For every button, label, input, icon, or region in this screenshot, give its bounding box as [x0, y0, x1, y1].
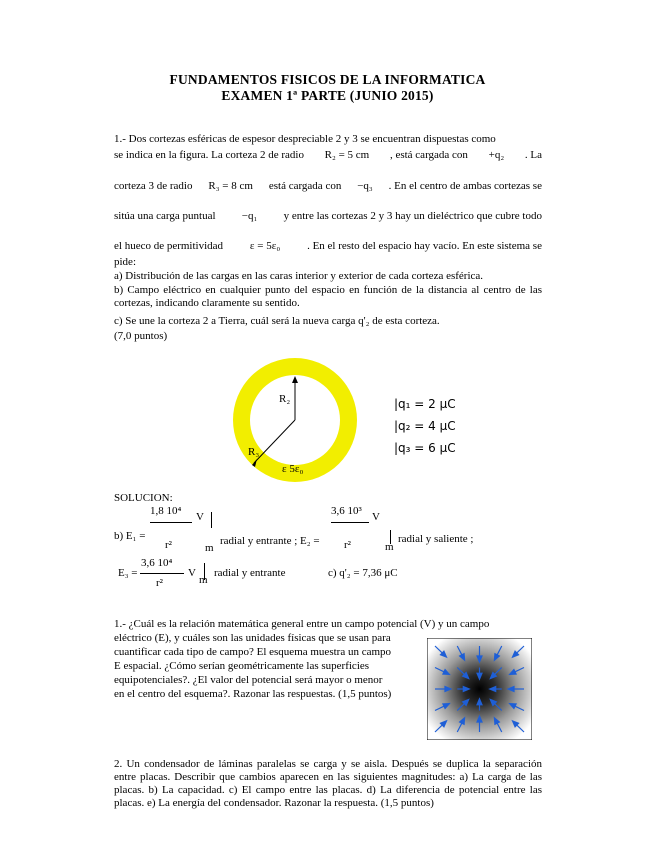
- label-r2: R₂: [279, 393, 291, 405]
- problem1-permittivity: ε = 5ε₀: [249, 240, 281, 252]
- problem2-line3: cuantificar cada tipo de campo? El esquema muestra un campo: [114, 646, 392, 658]
- problem1-item-c-text2: de esta corteza.: [372, 315, 440, 327]
- problem1-line1: 1.- Dos cortezas esféricas de espesor despreciable 2 y 3 se encuentran dispuestas como: [114, 133, 496, 145]
- problem1-line2-text2: , está cargada con: [389, 149, 468, 161]
- problem1-line5: [114, 240, 542, 252]
- e1-denominator: r²: [165, 539, 172, 551]
- problem1-item-b: b) Campo eléctrico en cualquier punto del espacio en función de la distancia al centro de las cortezas, indicando claramente su sentido.: [114, 284, 542, 309]
- problem1-item-c-q: q'₂: [358, 315, 370, 327]
- problem1-q2: +q₂: [488, 149, 505, 161]
- problem1-line4: [114, 210, 542, 222]
- e1-label: b) E₁ =: [114, 530, 146, 542]
- e3-label: E₃ =: [118, 567, 138, 579]
- e1-numerator: 1,8 10⁴: [150, 505, 182, 517]
- exam-title-line1: FUNDAMENTOS FISICOS DE LA INFORMATICA: [169, 72, 486, 87]
- e2-numerator: 3,6 10³: [331, 505, 362, 517]
- problem1-line6: pide:: [114, 256, 136, 268]
- e1-description: radial y entrante ; E₂ =: [220, 535, 320, 547]
- e3-numerator: 3,6 10⁴: [141, 557, 173, 569]
- e1-unit-m: m: [205, 542, 214, 554]
- problem3-text: 2. Un condensador de láminas paralelas se carga y se aisla. Después se duplica la separación entre placas. Describir que cambios aparecen en las siguientes magnitudes: a) La carga de las placas. b) La capacidad. c) El campo entre las placas. d) La diferencia de potencial entre las placas. e) La energía del condensador. Razonar la respuesta. (1,5 puntos): [114, 758, 542, 809]
- problem1-line2: [114, 149, 542, 161]
- e3-description: radial y entrante: [214, 567, 286, 579]
- problem1-line3-text3: . En el centro de ambas cortezas se: [388, 180, 542, 192]
- problem1-item-c: [114, 315, 440, 327]
- e3-denominator: r²: [156, 577, 163, 589]
- e3-fraction-bar: [140, 573, 184, 574]
- problem1-line5-text2: . En el resto del espacio hay vacío. En este sistema se: [307, 240, 542, 252]
- e2-description: radial y saliente ;: [398, 533, 474, 545]
- problem1-line5-text: el hueco de permitividad: [114, 240, 224, 252]
- problem1-line3: [114, 180, 542, 192]
- e2-unit-v: V: [372, 511, 380, 523]
- solution-heading: SOLUCION:: [114, 492, 173, 504]
- problem1-item-c-text: c) Se une la corteza 2 a Tierra, cuál será la nueva carga: [114, 315, 356, 327]
- e1-unit-v: V: [196, 511, 204, 523]
- e3-unit-m: m: [199, 574, 208, 586]
- problem1-line4-text: sitúa una carga puntual: [114, 210, 216, 222]
- e1-unit-bar: [211, 512, 212, 528]
- problem1-line2-text3: . La: [524, 149, 542, 161]
- e1-fraction-bar: [150, 522, 192, 523]
- electric-field-diagram: [427, 638, 532, 740]
- problem2-line4: E espacial. ¿Cómo serían geométricamente las superficies: [114, 660, 370, 672]
- problem1-r2-equation: R₂ = 5 cm: [324, 149, 370, 161]
- problem2-line2: eléctrico (E), y cuáles son las unidades físicas que se usan para: [114, 632, 391, 644]
- label-r3: R₃: [248, 446, 260, 458]
- problem2-line1: 1.- ¿Cuál es la relación matemática general entre un campo potencial (V) y un campo: [114, 618, 490, 630]
- exam-title-line2: EXAMEN 1ª PARTE (JUNIO 2015): [221, 88, 434, 103]
- e2-unit-m: m: [385, 541, 394, 553]
- e2-denominator: r²: [344, 539, 351, 551]
- problem1-line3-text: corteza 3 de radio: [114, 180, 193, 192]
- problem1-q1: −q₁: [241, 210, 258, 222]
- charge-q2: |q₂ = 4 μC: [394, 419, 456, 433]
- e2-fraction-bar: [331, 522, 369, 523]
- problem2-line6: en el centro del esquema?. Razonar las respuestas. (1,5 puntos): [114, 688, 392, 700]
- problem1-line3-text2: está cargada con: [268, 180, 342, 192]
- charge-q1: |q₁ = 2 μC: [394, 397, 456, 411]
- problem1-line2-text: se indica en la figura. La corteza 2 de radio: [114, 149, 304, 161]
- label-permittivity: ε 5ε₀: [282, 463, 304, 475]
- problem1-q3: −q₃: [357, 180, 373, 192]
- problem2-line5: equipotenciales?. ¿El valor del potencial será mayor o menor: [114, 674, 383, 686]
- problem1-points: (7,0 puntos): [114, 330, 168, 342]
- charge-q3: |q₃ = 6 μC: [394, 441, 456, 455]
- answer-c: c) q'₂ = 7,36 μC: [328, 567, 398, 579]
- problem1-item-a: a) Distribución de las cargas en las caras interior y exterior de cada corteza esférica.: [114, 270, 484, 282]
- e3-unit-v: V: [188, 567, 196, 579]
- problem1-line4-text2: y entre las cortezas 2 y 3 hay un dieléctrico que cubre todo: [283, 210, 542, 222]
- problem1-r3-equation: R₃ = 8 cm: [208, 180, 253, 192]
